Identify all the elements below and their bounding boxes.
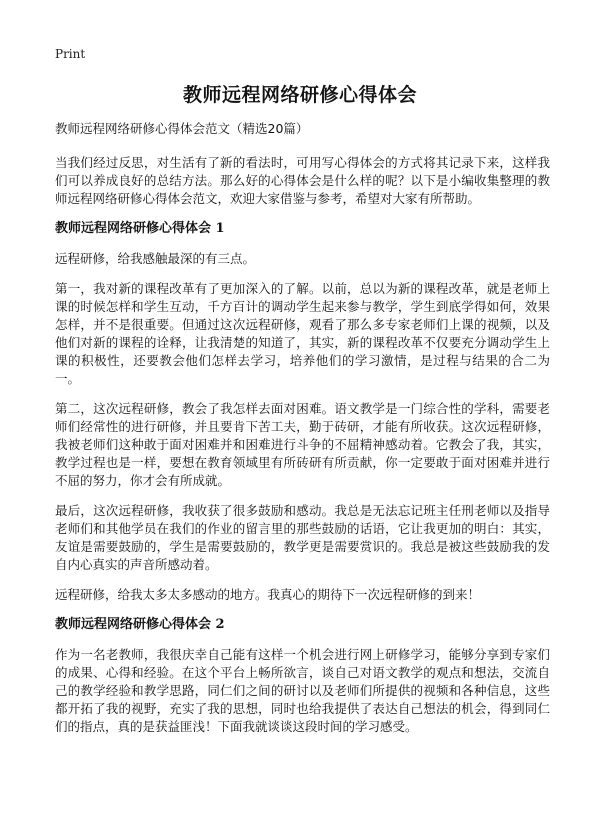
article-body: [55, 120, 550, 748]
section-heading-2: 教师远程网络研修心得体会 2: [55, 617, 225, 632]
section-1-paragraph-4: 最后，这次远程研修，我收获了很多鼓励和感动。我总是无法忘记班主任刑老师以及指导老师们和其他学员在我们的作业的留言里的那些鼓励的话语，它让我更加的明白：其实，友谊是需要鼓励的，学生是需要鼓励的，教学更是需要赏识的。我总是被这些鼓励我的发自内心真实的声音所感动着。: [55, 503, 550, 572]
intro-paragraph: 当我们经过反思，对生活有了新的看法时，可用写心得体会的方式将其记录下来，这样我们可以养成良好的总结方法。那么好的心得体会是什么样的呢？以下是小编收集整理的教师远程网络研修心得体会范文，欢迎大家借鉴与参考，希望对大家有所帮助。: [55, 155, 550, 206]
section-heading-1: 教师远程网络研修心得体会 1: [55, 221, 225, 236]
section-1-paragraph-2: 第一，我对新的课程改革有了更加深入的了解。以前，总以为新的课程改革，就是老师上课的时候怎样和学生互动，千方百计的调动学生起来参与教学，学生到底学得如何，效果怎样，并不是很重要。但通过这次远程研修，观看了那么多专家老师们上课的视频，以及他们对新的课程的诠释，让我清楚的知道了，其实，新的课程改革不仅要充分调动学生上课的积极性，还要教会他们怎样去学习，培养他们的学习激情，是过程与结果的合二为一。: [55, 281, 550, 386]
article-subtitle: 教师远程网络研修心得体会范文（精选20篇）: [55, 121, 309, 136]
section-1-paragraph-3: 第二，这次远程研修，教会了我怎样去面对困难。语文教学是一门综合性的学科，需要老师们经常性的进行研修，并且要肯下苦工夫，勤于砖研，才能有所收获。这次远程研修，我被老师们这种敢于面对困难并和困难进行斗争的不屈精神感动着。它教会了我，其实，教学过程也是一样，要想在教育领域里有所砖研有所贡献，你一定要敢于面对困难并进行不屈的努力，你才会有所成就。: [55, 401, 550, 488]
print-link[interactable]: Print: [55, 47, 86, 61]
section-1-paragraph-5: 远程研修，给我太多太多感动的地方。我真心的期待下一次远程研修的到来！: [55, 587, 481, 602]
article-title: 教师远程网络研修心得体会: [182, 84, 417, 106]
section-2-paragraph-1: 作为一名老教师，我很庆幸自己能有这样一个机会进行网上研修学习，能够分享到专家们的成果、心得和经验。在这个平台上畅所欲言，谈自己对语文教学的观点和想法，交流自己的教学经验和教学思路，同仁们之间的研讨以及老师们所提供的视频和各种信息，这些都开拓了我的视野，充实了我的思想，同时也给我提供了表达自己想法的机会，得到同仁们的指点，真的是获益匪浅！下面我就谈谈这段时间的学习感受。: [55, 647, 550, 734]
section-1-paragraph-1: 远程研修，给我感触最深的有三点。: [55, 251, 256, 266]
